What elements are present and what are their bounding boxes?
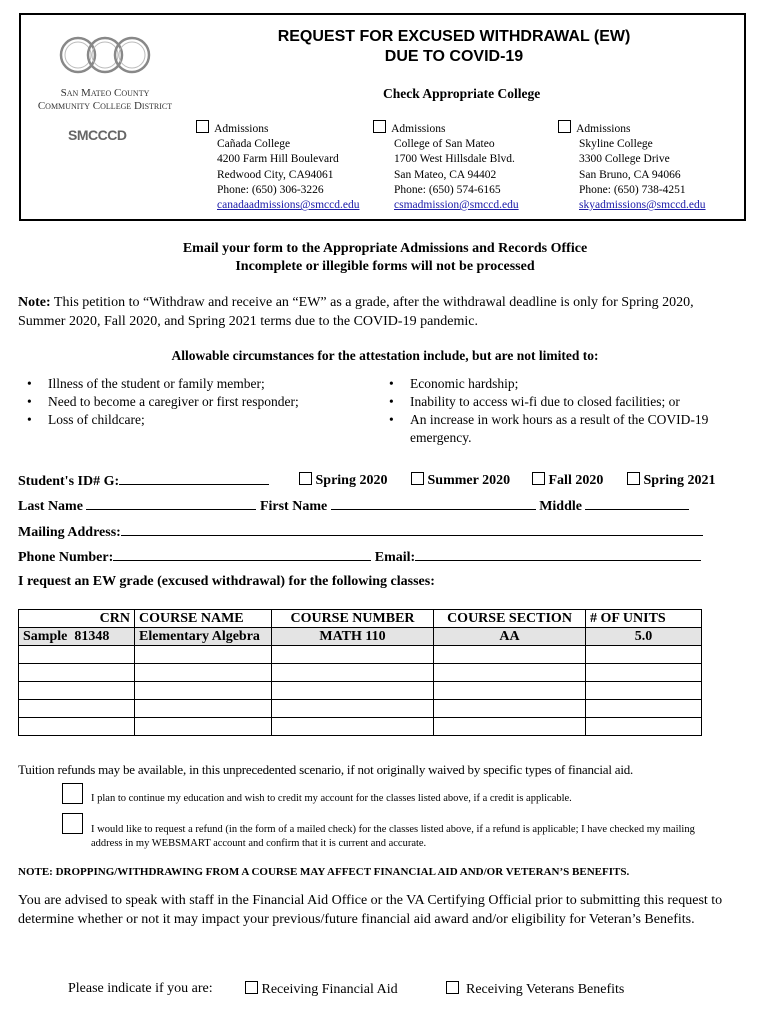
table-cell[interactable]: [586, 664, 702, 682]
table-cell[interactable]: [434, 664, 586, 682]
college-address: 1700 West Hillsdale Blvd.: [394, 153, 515, 166]
college-city: San Mateo, CA 94402: [394, 168, 497, 181]
financial-notice: NOTE: DROPPING/WITHDRAWING FROM A COURSE MAY AFFECT FINANCIAL AID AND/OR VETERAN’S BENEFITS.: [18, 866, 630, 878]
note-label: Note:: [18, 295, 51, 310]
instruction-line2: Incomplete or illegible forms will not be processed: [235, 259, 535, 274]
term-checkbox[interactable]: [411, 472, 424, 485]
table-cell[interactable]: [272, 718, 434, 736]
refund-intro: Tuition refunds may be available, in this unprecedented scenario, if not originally waived by specific types of financial aid.: [18, 762, 634, 777]
list-item: • Illness of the student or family member;: [18, 375, 358, 393]
table-row[interactable]: [19, 682, 702, 700]
name-row: [18, 497, 689, 515]
canada-checkbox[interactable]: [196, 120, 209, 133]
list-item: • Loss of childcare;: [18, 411, 358, 429]
column-header: COURSE NAME: [135, 610, 272, 628]
college-dept: Admissions: [391, 123, 446, 135]
table-cell[interactable]: [19, 682, 135, 700]
term-spring-2021[interactable]: [627, 472, 715, 489]
college-phone: Phone: (650) 306-3226: [217, 183, 324, 196]
instruction-line1: Email your form to the Appropriate Admissions and Records Office: [182, 241, 588, 256]
term-label: Fall 2020: [548, 473, 604, 488]
student-id-label: Student's ID# G:: [18, 474, 120, 489]
option-label: Receiving Veterans Benefits: [466, 982, 625, 997]
table-cell[interactable]: [19, 718, 135, 736]
circumstances-left-list: [18, 375, 358, 429]
list-item: • Inability to access wi-fi due to closed facilities; or: [380, 393, 735, 411]
college-name: College of San Mateo: [394, 138, 495, 151]
phone-label: Phone Number:: [18, 550, 114, 565]
first-name-label: First Name: [259, 499, 328, 514]
table-cell: 5.0: [586, 628, 702, 646]
college-dept: Admissions: [576, 123, 631, 135]
mailing-address-field[interactable]: [121, 523, 703, 536]
veterans-benefits-checkbox[interactable]: [446, 981, 459, 994]
list-item: • An increase in work hours as a result of the COVID-19 emergency.: [380, 411, 735, 447]
check-college-label: Check Appropriate College: [383, 86, 541, 101]
college-dept: Admissions: [214, 123, 269, 135]
table-cell[interactable]: [272, 664, 434, 682]
table-cell[interactable]: [19, 700, 135, 718]
table-cell[interactable]: [272, 700, 434, 718]
list-item: • Economic hardship;: [380, 375, 735, 393]
table-cell[interactable]: [586, 682, 702, 700]
table-cell[interactable]: [272, 646, 434, 664]
table-cell: Sample 81348: [19, 628, 135, 646]
email-label: Email:: [374, 550, 416, 565]
student-id-field[interactable]: [119, 472, 269, 485]
college-city: Redwood City, CA94061: [217, 168, 334, 181]
refund-option2-checkbox[interactable]: [62, 813, 83, 834]
option-veterans-benefits[interactable]: [446, 981, 624, 998]
logo-text-line2: Community College District: [37, 100, 173, 112]
logo-abbrev: SMCCCD: [68, 127, 127, 143]
college-san-mateo: [373, 120, 519, 213]
refund-option1-text: I plan to continue my education and wish to credit my account for the classes listed above, if a credit is applicable.: [91, 793, 572, 804]
option-label: Receiving Financial Aid: [261, 982, 398, 997]
note-text: This petition to “Withdraw and receive an “EW” as a grade, after the withdrawal deadline is only for Spring 2020, Summer 2020, Fall 2020, and Spring 2021 terms due to the COVID-19 pandemic.: [18, 295, 694, 329]
column-header: COURSE SECTION: [434, 610, 586, 628]
contact-row: [18, 548, 701, 566]
skyline-checkbox[interactable]: [558, 120, 571, 133]
term-checkbox[interactable]: [532, 472, 545, 485]
column-header: # OF UNITS: [586, 610, 702, 628]
classes-table: [18, 609, 702, 736]
middle-label: Middle: [539, 499, 582, 514]
refund-option2-text: I would like to request a refund (in the form of a mailed check) for the classes listed above, if a refund is applicable; I have checked my mailing address in my WEBSMART account and confirm that it is current and accurate.: [91, 824, 695, 849]
table-cell[interactable]: [19, 664, 135, 682]
table-cell[interactable]: [434, 646, 586, 664]
indicate-label: Please indicate if you are:: [68, 981, 213, 996]
table-cell[interactable]: [586, 718, 702, 736]
table-row: [19, 628, 702, 646]
table-cell[interactable]: [135, 682, 272, 700]
term-checkbox[interactable]: [299, 472, 312, 485]
table-cell: AA: [434, 628, 586, 646]
college-skyline: [558, 120, 706, 213]
note-paragraph: [18, 293, 718, 331]
term-checkbox[interactable]: [627, 472, 640, 485]
middle-field[interactable]: [585, 497, 689, 510]
table-cell[interactable]: [586, 700, 702, 718]
last-name-field[interactable]: [86, 497, 256, 510]
college-name: Skyline College: [579, 138, 653, 151]
table-row[interactable]: [19, 646, 702, 664]
financial-aid-checkbox[interactable]: [245, 981, 258, 994]
college-address: 3300 College Drive: [579, 153, 670, 166]
form-title-line1: REQUEST FOR EXCUSED WITHDRAWAL (EW): [277, 28, 631, 45]
table-row[interactable]: [19, 700, 702, 718]
refund-option1-checkbox[interactable]: [62, 783, 83, 804]
phone-field[interactable]: [113, 548, 371, 561]
table-cell[interactable]: [135, 718, 272, 736]
table-cell[interactable]: [586, 646, 702, 664]
column-header: CRN: [19, 610, 135, 628]
table-row[interactable]: [19, 718, 702, 736]
table-cell[interactable]: [434, 718, 586, 736]
table-row[interactable]: [19, 664, 702, 682]
table-header-row: [19, 610, 702, 628]
three-rings-logo-icon: [57, 33, 153, 77]
last-name-label: Last Name: [18, 499, 83, 514]
table-cell[interactable]: [19, 646, 135, 664]
table-cell: Elementary Algebra: [135, 628, 272, 646]
term-spring-2020[interactable]: [299, 472, 387, 489]
mailing-row: [18, 523, 703, 541]
circumstances-heading: Allowable circumstances for the attestation include, but are not limited to:: [171, 348, 599, 363]
student-id-row: [18, 472, 269, 490]
district-logo: [57, 33, 153, 82]
financial-advice: You are advised to speak with staff in the Financial Aid Office or the VA Certifying Official prior to submitting this request to determine whether or not it may impact your previous/future financial aid award and/or eligibility for Veteran’s Benefits.: [18, 893, 723, 927]
table-cell[interactable]: [135, 664, 272, 682]
option-financial-aid[interactable]: [245, 981, 398, 998]
table-cell: MATH 110: [272, 628, 434, 646]
college-city: San Bruno, CA 94066: [579, 168, 681, 181]
term-label: Summer 2020: [427, 473, 511, 488]
csm-checkbox[interactable]: [373, 120, 386, 133]
table-cell[interactable]: [135, 700, 272, 718]
college-canada: [196, 120, 359, 213]
first-name-field[interactable]: [331, 497, 536, 510]
term-label: Spring 2020: [315, 473, 388, 488]
college-email-link[interactable]: canadaadmissions@smccd.edu: [217, 199, 360, 212]
college-phone: Phone: (650) 738-4251: [579, 183, 686, 196]
college-name: Cañada College: [217, 138, 291, 151]
table-cell[interactable]: [135, 646, 272, 664]
form-title-line2: DUE TO COVID-19: [384, 48, 524, 65]
table-cell[interactable]: [434, 700, 586, 718]
email-field[interactable]: [415, 548, 701, 561]
column-header: COURSE NUMBER: [272, 610, 434, 628]
term-summer-2020[interactable]: [411, 472, 510, 489]
college-email-link[interactable]: csmadmission@smccd.edu: [394, 199, 519, 212]
table-cell[interactable]: [272, 682, 434, 700]
table-cell[interactable]: [434, 682, 586, 700]
term-fall-2020[interactable]: [532, 472, 603, 489]
college-email-link[interactable]: skyadmissions@smccd.edu: [579, 199, 706, 212]
college-address: 4200 Farm Hill Boulevard: [217, 153, 339, 166]
circumstances-right-list: [380, 375, 735, 447]
mailing-address-label: Mailing Address:: [18, 525, 121, 540]
logo-text-line1: San Mateo County: [60, 87, 150, 99]
request-text: I request an EW grade (excused withdrawal) for the following classes:: [18, 574, 435, 589]
list-item: • Need to become a caregiver or first responder;: [18, 393, 358, 411]
college-phone: Phone: (650) 574-6165: [394, 183, 501, 196]
term-label: Spring 2021: [643, 473, 716, 488]
